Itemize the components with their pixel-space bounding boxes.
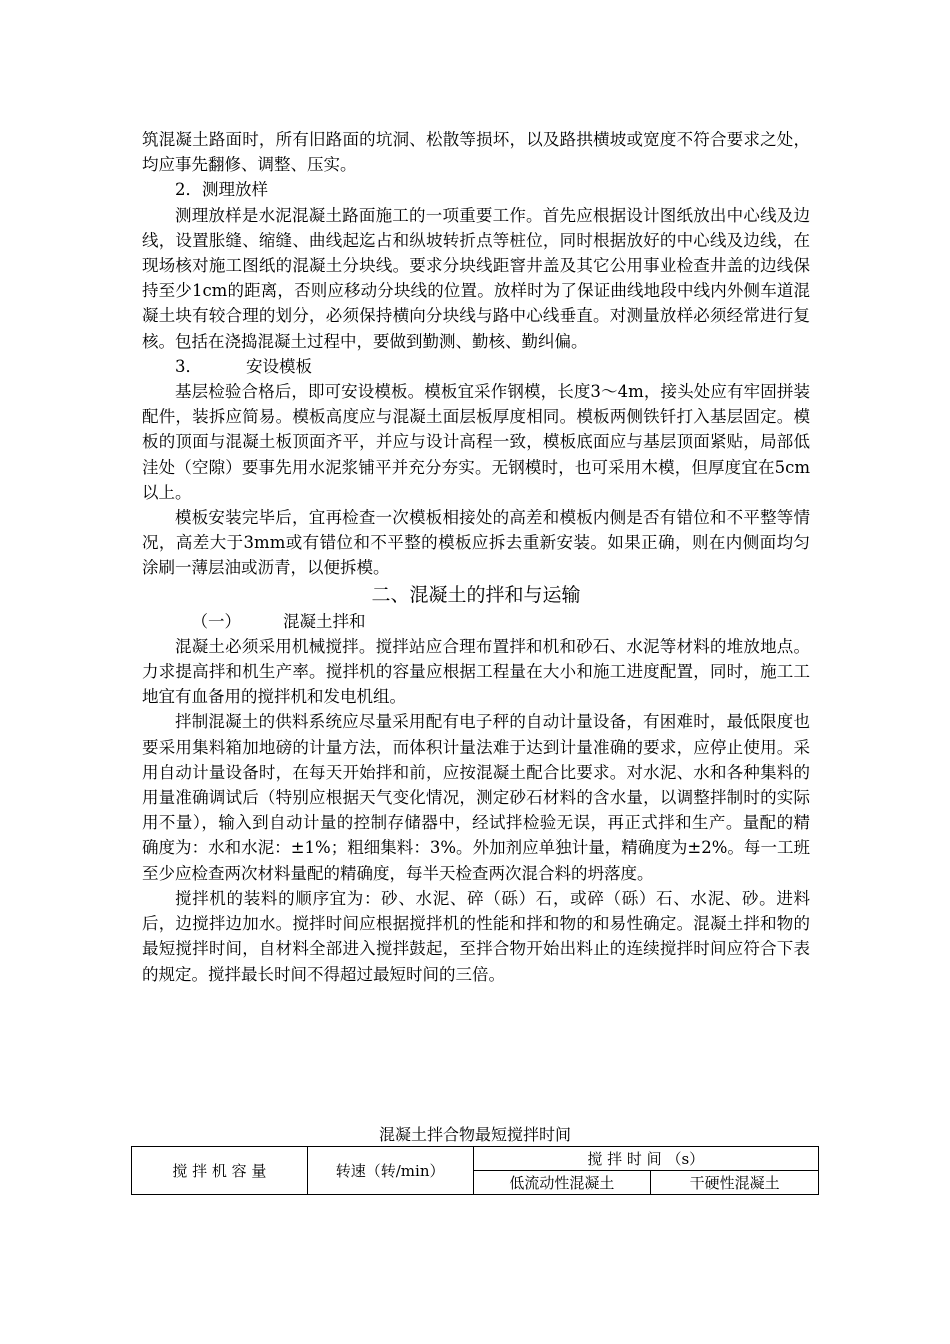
subsection-text: 混凝土拌和 <box>283 611 366 631</box>
subsection-heading <box>142 609 810 634</box>
header-mixing-time: 搅 拌 时 间 （s） <box>473 1147 818 1171</box>
mixing-time-table <box>131 1146 819 1195</box>
subheading-number: 3． <box>175 356 202 376</box>
header-low-fluidity: 低流动性混凝土 <box>473 1171 651 1195</box>
paragraph: 拌制混凝土的供料系统应尽量采用配有电子秤的自动计量设备，有困难时，最低限度也要采用集料箱加地磅的计量方法，而体积计量法难于达到计量准确的要求，应停止使用。采用自动计量设备时，在每天开始拌和前，应按混凝土配合比要求。对水泥、水和各种集料的用量准确调试后（特别应根据天气变化情况，测定砂石材料的含水量，以调整拌制时的实际用不量），输入到自动计量的控制存储器中，经试拌检验无误，再正式拌和生产。量配的精确度为：水和水泥：±1%；粗细集料：3%。外加剂应单独计量，精确度为±2%。每一工班至少应检查两次材料量配的精确度，每半天检查两次混合料的坍落度。 <box>142 712 810 883</box>
paragraph: 基层检验合格后，即可安设模板。模板宜采作钢模，长度3～4m，接头处应有牢固拼装配件，装拆应简易。模板高度应与混凝土面层板厚度相同。模板两侧铁钎打入基层固定。模板的顶面与混凝土板顶面齐平，并应与设计高程一致，模板底面应与基层顶面紧贴，局部低洼处（空隙）要事先用水泥浆铺平并充分夯实。无钢模时，也可采用木模，但厚度宜在5cm以上。 <box>142 382 810 502</box>
paragraph: 筑混凝土路面时，所有旧路面的坑洞、松散等损坏，以及路拱横坡或宽度不符合要求之处，均应事先翻修、调整、压实。 <box>142 130 810 175</box>
table-title: 混凝土拌合物最短搅拌时间 <box>378 1125 571 1144</box>
paragraph: 测理放样是水泥混凝土路面施工的一项重要工作。首先应根据设计图纸放出中心线及边线，设置胀缝、缩缝、曲线起迄占和纵坡转折点等桩位，同时根据放好的中心线及边线，在现场核对施工图纸的混凝土分块线。要求分块线距窨井盖及其它公用事业检查井盖的边线保持至少1cm的距离，否则应移动分块线的位置。放样时为了保证曲线地段中线内外侧车道混凝土块有较合理的划分，必须保持横向分块线与路中心线垂直。对测量放样必须经常进行复核。包括在浇捣混凝土过程中，要做到勤测、勤核、勤纠偏。 <box>142 205 810 351</box>
header-capacity: 搅 拌 机 容 量 <box>132 1147 308 1195</box>
subheading-survey: 2．测理放样 <box>175 180 268 200</box>
subsection-number: （一） <box>191 611 241 631</box>
paragraph: 模板安装完毕后，宜再检查一次模板相接处的高差和模板内侧是否有错位和不平整等情况，高差大于3mm或有错位和不平整的模板应拆去重新安装。如果正确，则在内侧面均匀涂刷一薄层油或沥青，以便拆模。 <box>142 508 810 578</box>
subheading-text: 安设模板 <box>246 356 312 376</box>
body-text <box>142 127 810 987</box>
table-header-row <box>132 1147 819 1171</box>
subheading-formwork <box>142 354 810 379</box>
section-title: 二、混凝土的拌和与运输 <box>371 583 581 606</box>
paragraph: 搅拌机的装料的顺序宜为：砂、水泥、碎（砾）石，或碎（砾）石、水泥、砂。进料后，边搅拌边加水。搅拌时间应根据搅拌机的性能和拌和物的和易性确定。混凝土拌和物的最短搅拌时间，自材料全部进入搅拌鼓起，至拌合物开始出料止的连续搅拌时间应符合下表的规定。搅拌最长时间不得超过最短时间的三倍。 <box>142 888 810 984</box>
header-speed: 转速（转/min） <box>307 1147 473 1195</box>
header-dry-hard: 干硬性混凝土 <box>651 1171 819 1195</box>
paragraph: 混凝土必须采用机械搅拌。搅拌站应合理布置拌和机和砂石、水泥等材料的堆放地点。力求提高拌和机生产率。搅拌机的容量应根据工程量在大小和施工进度配置，同时，施工工地宜有血备用的搅拌机和发电机组。 <box>142 636 810 707</box>
